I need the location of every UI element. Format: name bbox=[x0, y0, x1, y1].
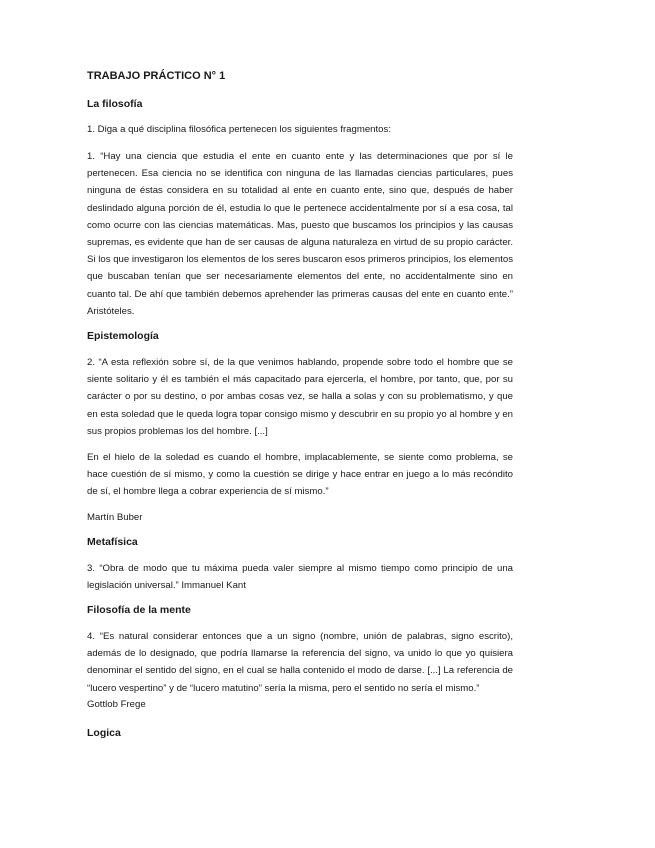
fragment-2-part-2: En el hielo de la soledad es cuando el hombre, implacablemente, se siente como problema, se hace cuestión de sí mismo, y como la cuestión se dirige y hace entrar en juego a lo más recóndito de sí, el hombre llega a cobrar experiencia de sí mismo.” bbox=[87, 452, 513, 498]
section-heading-filosofia: La filosofía bbox=[87, 98, 143, 110]
section-heading-logica: Logica bbox=[87, 726, 121, 739]
section-heading-epistemologia: Epistemología bbox=[87, 330, 159, 343]
document-page bbox=[87, 68, 513, 751]
document-title: TRABAJO PRÁCTICO N° 1 bbox=[87, 70, 226, 82]
fragment-2-part-1: 2. “A esta reflexión sobre sí, de la que venimos hablando, propende sobre todo el hombre que se siente solitario y él es también el más capacitado para ejercerla, el hombre, por tanto, que, por su carácter o por su destino, o por ambas cosas vez, se halla a solas y con su problematismo, y que en esta soledad que le queda logra topar consigo mismo y descubrir en su propio yo al hombre y en sus propios problemas los del hombre. [...] bbox=[87, 357, 513, 437]
fragment-1: 1. “Hay una ciencia que estudia el ente en cuanto ente y las determinaciones que por sí le pertenecen. Esa ciencia no se identifica con ninguna de las llamadas ciencias particulares, pues ninguna de éstas considera en su totalidad al ente en cuanto ente, sino que, después de haber deslindado alguna porción de él, estudia lo que le pertenece accidentalmente por sí a esa cosa, tal como ocurre con las ciencias matemáticas. Mas, puesto que buscamos los principios y las causas supremas, es evidente que han de ser causas de alguna naturaleza en virtud de su propio carácter. Si los que investigaron los elementos de los seres buscaron esos primeros principios, los elementos que buscaban tenían que ser necesariamente elementos del ente, no accidentalmente sino en cuanto tal. De ahí que también debemos aprehender las primeras causas del ente en cuanto ente.” Aristóteles. bbox=[87, 151, 513, 317]
fragment-3: 3. “Obra de modo que tu máxima pueda valer siempre al mismo tiempo como principio de una legislación universal.” Immanuel Kant bbox=[87, 562, 513, 591]
fragment-4: 4. “Es natural considerar entonces que a un signo (nombre, unión de palabras, signo escrito), además de lo designado, que podría llamarse la referencia del signo, va unido lo que yo quisiera denominar el sentido del signo, en el cual se halla contenido el modo de darse. [...] La referencia de “lucero vespertino” y de “lucero matutino” sería la misma, pero el sentido no sería el mismo.” bbox=[87, 631, 513, 694]
section-heading-metafisica: Metafísica bbox=[87, 535, 138, 548]
author-buber: Martín Buber bbox=[87, 511, 143, 523]
question-intro: 1. Diga a qué disciplina filosófica pertenecen los siguientes fragmentos: bbox=[87, 124, 391, 135]
section-heading-filosofia-mente: Filosofía de la mente bbox=[87, 604, 191, 617]
author-frege: Gottlob Frege bbox=[87, 698, 146, 710]
